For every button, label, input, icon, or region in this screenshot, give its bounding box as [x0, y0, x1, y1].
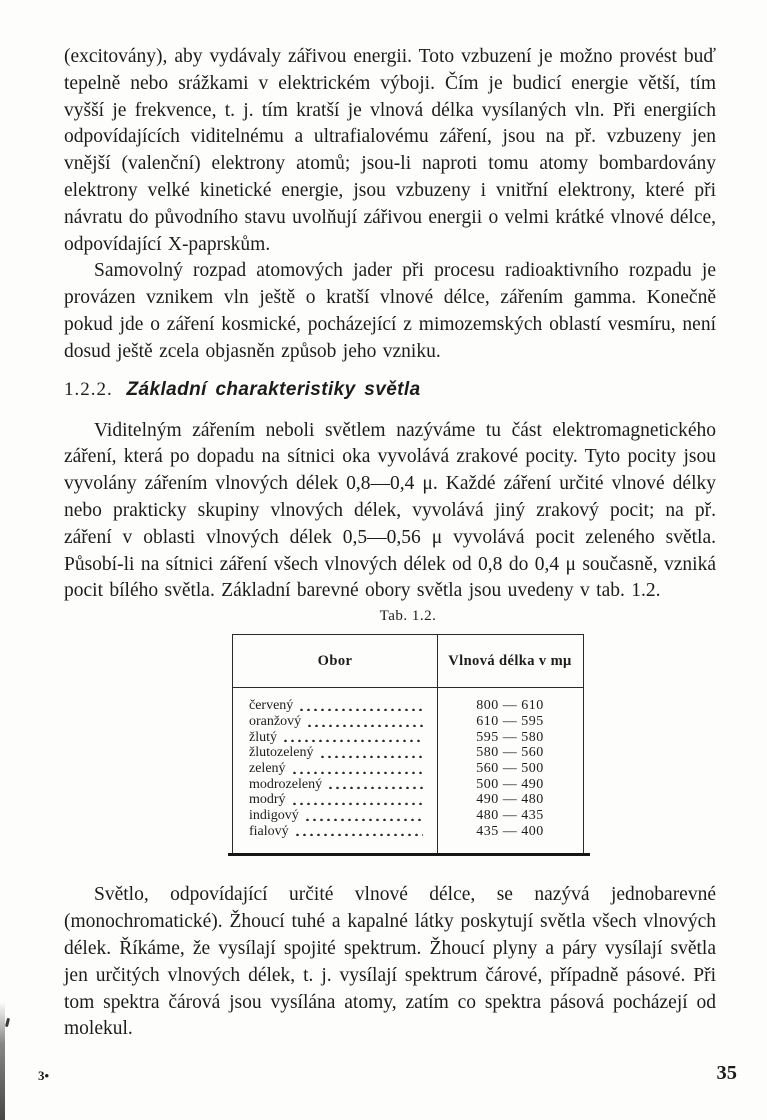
dot-leader — [327, 785, 423, 789]
wavelength-range-cell: 490 — 480 — [476, 792, 544, 808]
wavelength-range-cell: 580 — 560 — [476, 745, 544, 761]
body-paragraph-4: Světlo, odpovídající určité vlnové délce, se nazývá jednobarevné (monochromatické). Žhoucí tuhé a kapalné látky poskytují světla všech vlnových délek. Říkáme, že vysílají spojité spektrum. Žhoucí plyny a páry vysílají světla jen určitých vlnových délek, t. j. vysílají spektrum čárové, případně pásové. Při tom spektra čárová jsou vysílána atomy, zatím co spektra pásová pocházejí od molekul. — [64, 884, 716, 1040]
body-paragraph-3: Viditelným zářením neboli světlem nazýváme tu část elektromagnetického záření, která po dopadu na sítnici oka vyvolává zrakové pocity. Tyto pocity jsou vyvolány zářením vlnových délek 0,8—0,4 μ. Každé záření určité vlnové délky nebo prakticky skupiny vlnových délek, vyvolává jiný zrakový pocit; na př. záření v oblasti vlnových délek 0,5—0,56 μ vyvolává pocit zeleného světla. Působí-li na sítnici záření všech vlnových délek od 0,8 do 0,4 μ současně, vzniká pocit bílého světla. Základní barevné obory světla jsou uvedeny v tab. 1.2. — [64, 419, 716, 602]
color-name-cell: oranžový — [249, 713, 302, 729]
scan-binding-shadow — [0, 1002, 5, 1120]
table-column-divider — [437, 635, 438, 853]
wavelength-range-cell: 800 — 610 — [476, 698, 544, 714]
table-row — [233, 714, 583, 730]
dot-leader — [298, 707, 423, 711]
color-name-cell: žlutozelený — [249, 745, 314, 761]
section-heading — [64, 379, 716, 400]
table-row — [233, 730, 583, 746]
wavelength-range-cell: 595 — 580 — [476, 729, 544, 745]
column-header-obor: Obor — [317, 652, 353, 669]
dot-leader — [306, 723, 423, 727]
table-row — [233, 808, 583, 824]
color-name-cell: žlutý — [249, 729, 277, 745]
body-paragraph-2: Samovolný rozpad atomových jader při procesu radioaktivního rozpadu je provázen vznikem vln ještě o kratší vlnové délce, zářením gamma. Konečně pokud jde o záření kosmické, pocházející z mimozemských oblastí vesmíru, není dosud ještě zcela objasněn způsob jeho vzniku. — [64, 260, 716, 362]
table-row — [233, 745, 583, 761]
dot-leader — [304, 817, 423, 821]
dot-leader — [294, 832, 423, 836]
color-name-cell: zelený — [249, 760, 286, 776]
section-title: Základní charakteristiky světla — [126, 378, 421, 400]
text-block — [64, 44, 716, 1043]
table-row — [233, 824, 583, 840]
color-name-cell: červený — [249, 698, 294, 714]
wavelength-range-cell: 610 — 595 — [476, 713, 544, 729]
section-number: 1.2.2. — [64, 378, 113, 400]
table-body — [233, 688, 583, 853]
table-header-row — [233, 635, 583, 688]
table-row — [233, 698, 583, 714]
wavelength-range-cell: 435 — 400 — [476, 823, 544, 839]
table-row — [233, 777, 583, 793]
wavelength-range-cell: 560 — 500 — [476, 760, 544, 776]
wavelength-range-cell: 480 — 435 — [476, 808, 544, 824]
dot-leader — [282, 738, 423, 742]
table-row — [233, 761, 583, 777]
scan-artifact-mark — [5, 1018, 10, 1027]
color-name-cell: fialový — [249, 823, 289, 839]
body-paragraph-1: (excitovány), aby vydávaly zářivou energii. Toto vzbuzení je možno provést buď tepelně nebo srážkami v elektrickém výboji. Čím je budicí energie větší, tím vyšší je frekvence, t. j. tím kratší je vlnová délka vysílaných vln. Při energiích odpovídajících viditelnému a ultrafialovému záření, jsou na př. vzbuzeny jen vnější (valenční) elektrony atomů; jsou-li naproti tomu atomy bombardovány elektrony velké kinetické energie, jsou vzbuzeny i vnitřní elektrony, které při návratu do původního stavu uvolňují zářivou energii o velmi krátké vlnové délce, odpovídající X-paprskům. — [64, 46, 716, 255]
dot-leader — [319, 754, 423, 758]
dot-leader — [291, 801, 423, 805]
table-caption: Tab. 1.2. — [379, 608, 437, 625]
wavelength-range-cell: 500 — 490 — [476, 776, 544, 792]
table-frame — [232, 634, 584, 853]
color-name-cell: modrý — [249, 792, 286, 808]
wavelength-table — [232, 607, 584, 856]
column-header-wavelength: Vlnová délka v mμ — [448, 652, 572, 669]
page-number: 35 — [716, 1062, 737, 1084]
color-name-cell: modrozelený — [249, 776, 323, 792]
table-bottom-rule — [228, 853, 590, 856]
dot-leader — [291, 770, 423, 774]
signature-mark: 3• — [38, 1068, 50, 1083]
color-name-cell: indigový — [249, 808, 299, 824]
table-row — [233, 792, 583, 808]
